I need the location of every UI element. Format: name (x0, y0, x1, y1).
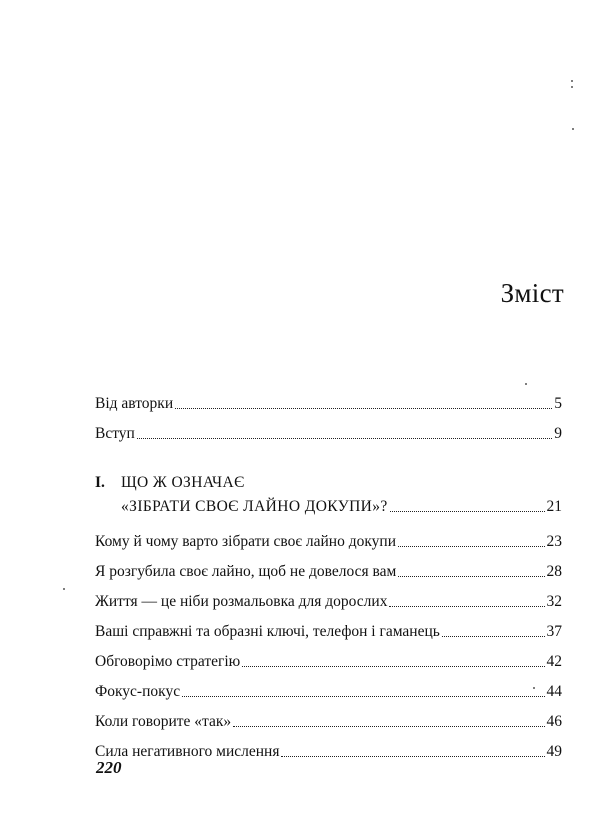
toc-entry-text: Фокус-покус (95, 683, 181, 700)
toc-section-1[interactable] (95, 473, 562, 516)
toc-entry[interactable] (95, 652, 562, 671)
print-speck (63, 588, 65, 590)
toc-entry-text: Ваші справжні та образні ключі, телефон і гаманець (95, 623, 440, 640)
print-speck (571, 86, 573, 88)
toc-entry-text: Коли говорите «так» (95, 713, 232, 730)
toc-entry-text: Життя — це ніби розмальовка для дорослих (95, 593, 388, 610)
toc-entry-page: 44 (546, 683, 562, 700)
toc-entry-text: Вступ (95, 425, 135, 442)
dot-leader (398, 546, 544, 547)
toc-entry-page: 32 (546, 593, 562, 610)
dot-leader (389, 606, 544, 607)
section-items (95, 532, 562, 761)
toc-entry-page: 5 (554, 395, 562, 412)
section-title-line1: ЩО Ж ОЗНАЧАЄ (121, 474, 245, 491)
section-numeral: I. (95, 474, 105, 491)
toc-entry[interactable] (95, 622, 562, 641)
dot-leader (137, 438, 552, 439)
print-speck (572, 128, 574, 130)
toc-entry-page: 28 (546, 563, 562, 580)
dot-leader (242, 666, 544, 667)
toc-entry-page: 23 (546, 533, 562, 550)
dot-leader (233, 726, 544, 727)
toc-entry-text: Кому й чому варто зібрати своє лайно докупи (95, 533, 397, 550)
toc-entry-page: 49 (546, 743, 562, 760)
toc-entry-text: Від авторки (95, 395, 174, 412)
toc-entry[interactable] (95, 532, 562, 551)
dot-leader (398, 576, 544, 577)
toc-entry-page: 9 (554, 425, 562, 442)
toc-entry[interactable] (95, 742, 562, 761)
toc-entry-text: Сила негативного мислення (95, 743, 280, 760)
print-speck (525, 383, 527, 385)
toc-entry[interactable] (95, 562, 562, 581)
dot-leader (390, 511, 545, 512)
toc-entry[interactable] (95, 682, 562, 701)
toc-entry-introduction[interactable] (95, 424, 562, 443)
toc-entry-foreword[interactable] (95, 394, 562, 413)
section-page: 21 (546, 498, 562, 515)
toc-entry[interactable] (95, 592, 562, 611)
dot-leader (281, 756, 544, 757)
section-title-line2: «ЗІБРАТИ СВОЄ ЛАЙНО ДОКУПИ»? (121, 498, 388, 515)
toc-entry-page: 42 (546, 653, 562, 670)
print-speck (571, 80, 573, 82)
section-heading (121, 473, 562, 516)
dot-leader (442, 636, 545, 637)
toc-entry[interactable] (95, 712, 562, 731)
toc-entry-page: 46 (546, 713, 562, 730)
toc-entry-text: Обговорімо стратегію (95, 653, 241, 670)
table-of-contents (95, 394, 562, 761)
dot-leader (182, 696, 544, 697)
page-number: 220 (96, 758, 122, 777)
toc-entry-text: Я розгубила своє лайно, щоб не довелося вам (95, 563, 397, 580)
toc-title: Зміст (500, 278, 564, 308)
dot-leader (175, 408, 552, 409)
section-title-row (121, 497, 562, 516)
toc-entry-page: 37 (546, 623, 562, 640)
